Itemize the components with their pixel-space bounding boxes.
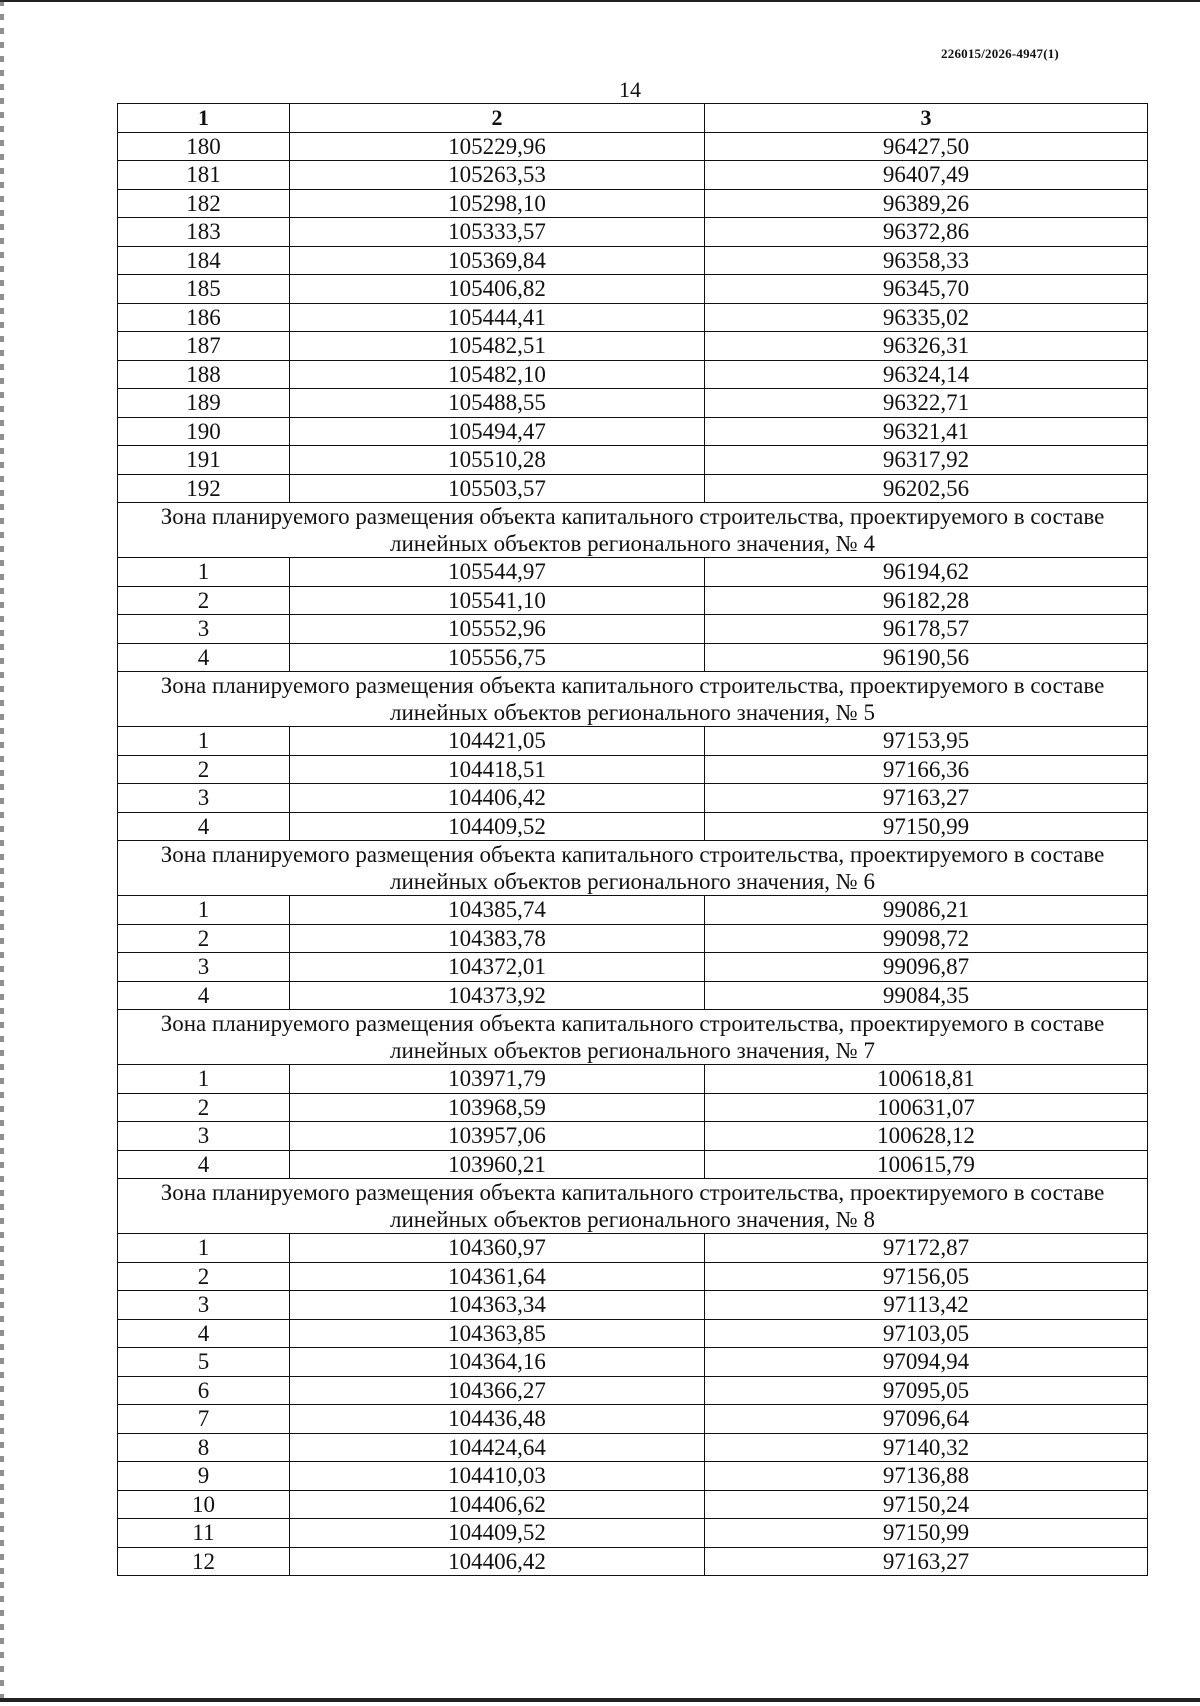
table-row	[118, 303, 1148, 332]
x-coordinate-cell: 105552,96	[290, 615, 705, 644]
y-coordinate-cell: 99084,35	[705, 981, 1148, 1010]
x-coordinate-cell: 105298,10	[290, 189, 705, 218]
x-coordinate-cell: 104409,52	[290, 812, 705, 841]
y-coordinate-cell: 96190,56	[705, 643, 1148, 672]
page-number: 14	[619, 77, 641, 102]
table-row	[118, 1433, 1148, 1462]
point-number-cell: 1	[118, 727, 290, 756]
table-row	[118, 218, 1148, 247]
y-coordinate-cell: 96335,02	[705, 303, 1148, 332]
table-row	[118, 417, 1148, 446]
table-row	[118, 1262, 1148, 1291]
table-row	[118, 812, 1148, 841]
table-row	[118, 784, 1148, 813]
x-coordinate-cell: 103957,06	[290, 1122, 705, 1151]
table-row	[118, 1490, 1148, 1519]
point-number-cell: 182	[118, 189, 290, 218]
y-coordinate-cell: 97150,24	[705, 1490, 1148, 1519]
zone-title: Зона планируемого размещения объекта капитального строительства, проектируемого в составе линейных объектов регионального значения, № 6	[118, 841, 1148, 896]
zone-title-row	[118, 503, 1148, 558]
point-number-cell: 3	[118, 1122, 290, 1151]
table-row	[118, 275, 1148, 304]
point-number-cell: 190	[118, 417, 290, 446]
y-coordinate-cell: 97172,87	[705, 1234, 1148, 1263]
table-row	[118, 1150, 1148, 1179]
y-coordinate-cell: 96389,26	[705, 189, 1148, 218]
point-number-cell: 181	[118, 161, 290, 190]
point-number-cell: 186	[118, 303, 290, 332]
x-coordinate-cell: 103960,21	[290, 1150, 705, 1179]
point-number-cell: 1	[118, 1065, 290, 1094]
table-row	[118, 643, 1148, 672]
point-number-cell: 8	[118, 1433, 290, 1462]
point-number-cell: 4	[118, 1150, 290, 1179]
y-coordinate-cell: 97136,88	[705, 1462, 1148, 1491]
y-coordinate-cell: 97094,94	[705, 1348, 1148, 1377]
table-row	[118, 1348, 1148, 1377]
x-coordinate-cell: 104363,34	[290, 1291, 705, 1320]
point-number-cell: 3	[118, 615, 290, 644]
y-coordinate-cell: 96358,33	[705, 246, 1148, 275]
x-coordinate-cell: 104361,64	[290, 1262, 705, 1291]
x-coordinate-cell: 105503,57	[290, 474, 705, 503]
y-coordinate-cell: 99096,87	[705, 953, 1148, 982]
y-coordinate-cell: 96322,71	[705, 389, 1148, 418]
point-number-cell: 183	[118, 218, 290, 247]
x-coordinate-cell: 105556,75	[290, 643, 705, 672]
point-number-cell: 11	[118, 1519, 290, 1548]
x-coordinate-cell: 105229,96	[290, 132, 705, 161]
point-number-cell: 7	[118, 1405, 290, 1434]
y-coordinate-cell: 97163,27	[705, 784, 1148, 813]
y-coordinate-cell: 100631,07	[705, 1093, 1148, 1122]
x-coordinate-cell: 104424,64	[290, 1433, 705, 1462]
y-coordinate-cell: 97103,05	[705, 1319, 1148, 1348]
point-number-cell: 180	[118, 132, 290, 161]
point-number-cell: 2	[118, 1262, 290, 1291]
y-coordinate-cell: 100628,12	[705, 1122, 1148, 1151]
table-row	[118, 1547, 1148, 1576]
y-coordinate-cell: 96182,28	[705, 586, 1148, 615]
zone-title: Зона планируемого размещения объекта капитального строительства, проектируемого в составе линейных объектов регионального значения, № 8	[118, 1179, 1148, 1234]
x-coordinate-cell: 105541,10	[290, 586, 705, 615]
top-border-line	[0, 0, 1200, 2]
x-coordinate-cell: 104360,97	[290, 1234, 705, 1263]
y-coordinate-cell: 96321,41	[705, 417, 1148, 446]
table-row	[118, 981, 1148, 1010]
y-coordinate-cell: 96372,86	[705, 218, 1148, 247]
point-number-cell: 3	[118, 953, 290, 982]
table-row	[118, 1519, 1148, 1548]
point-number-cell: 188	[118, 360, 290, 389]
zone-title-row	[118, 1179, 1148, 1234]
x-coordinate-cell: 105263,53	[290, 161, 705, 190]
point-number-cell: 4	[118, 812, 290, 841]
table-row	[118, 1093, 1148, 1122]
y-coordinate-cell: 97166,36	[705, 755, 1148, 784]
x-coordinate-cell: 105482,10	[290, 360, 705, 389]
point-number-cell: 6	[118, 1376, 290, 1405]
y-coordinate-cell: 96194,62	[705, 558, 1148, 587]
table-body	[118, 132, 1148, 1576]
x-coordinate-cell: 104406,62	[290, 1490, 705, 1519]
table-header-row	[118, 104, 1148, 133]
table-row	[118, 389, 1148, 418]
table-row	[118, 1319, 1148, 1348]
x-coordinate-cell: 104421,05	[290, 727, 705, 756]
point-number-cell: 1	[118, 558, 290, 587]
point-number-cell: 185	[118, 275, 290, 304]
x-coordinate-cell: 104409,52	[290, 1519, 705, 1548]
point-number-cell: 184	[118, 246, 290, 275]
table-row	[118, 1462, 1148, 1491]
point-number-cell: 187	[118, 332, 290, 361]
y-coordinate-cell: 96427,50	[705, 132, 1148, 161]
table-row	[118, 132, 1148, 161]
x-coordinate-cell: 104410,03	[290, 1462, 705, 1491]
document-registration-number: 226015/2026-4947(1)	[941, 46, 1059, 61]
point-number-cell: 2	[118, 586, 290, 615]
y-coordinate-cell: 100618,81	[705, 1065, 1148, 1094]
x-coordinate-cell: 104383,78	[290, 924, 705, 953]
column-header-point-number: 1	[118, 104, 290, 133]
zone-title: Зона планируемого размещения объекта капитального строительства, проектируемого в составе линейных объектов регионального значения, № 4	[118, 503, 1148, 558]
table-row	[118, 474, 1148, 503]
column-header-y-coordinate: 3	[705, 104, 1148, 133]
x-coordinate-cell: 105406,82	[290, 275, 705, 304]
point-number-cell: 4	[118, 1319, 290, 1348]
x-coordinate-cell: 103971,79	[290, 1065, 705, 1094]
y-coordinate-cell: 96407,49	[705, 161, 1148, 190]
table-row	[118, 1376, 1148, 1405]
table-row	[118, 446, 1148, 475]
y-coordinate-cell: 97153,95	[705, 727, 1148, 756]
table-row	[118, 727, 1148, 756]
table-row	[118, 953, 1148, 982]
zone-title-row	[118, 672, 1148, 727]
table-row	[118, 360, 1148, 389]
zone-title: Зона планируемого размещения объекта капитального строительства, проектируемого в составе линейных объектов регионального значения, № 5	[118, 672, 1148, 727]
x-coordinate-cell: 104406,42	[290, 784, 705, 813]
point-number-cell: 192	[118, 474, 290, 503]
point-number-cell: 3	[118, 1291, 290, 1320]
zone-title-row	[118, 841, 1148, 896]
point-number-cell: 9	[118, 1462, 290, 1491]
table-row	[118, 896, 1148, 925]
y-coordinate-cell: 96326,31	[705, 332, 1148, 361]
x-coordinate-cell: 105444,41	[290, 303, 705, 332]
table-row	[118, 1234, 1148, 1263]
table-row	[118, 586, 1148, 615]
table-row	[118, 755, 1148, 784]
y-coordinate-cell: 97096,64	[705, 1405, 1148, 1434]
x-coordinate-cell: 104406,42	[290, 1547, 705, 1576]
zone-title-row	[118, 1010, 1148, 1065]
y-coordinate-cell: 97150,99	[705, 812, 1148, 841]
y-coordinate-cell: 96345,70	[705, 275, 1148, 304]
point-number-cell: 189	[118, 389, 290, 418]
table-row	[118, 615, 1148, 644]
bottom-border-line	[0, 1698, 1200, 1702]
table-row	[118, 1291, 1148, 1320]
y-coordinate-cell: 97113,42	[705, 1291, 1148, 1320]
table-row	[118, 558, 1148, 587]
x-coordinate-cell: 104418,51	[290, 755, 705, 784]
x-coordinate-cell: 105482,51	[290, 332, 705, 361]
table-row	[118, 161, 1148, 190]
x-coordinate-cell: 104385,74	[290, 896, 705, 925]
point-number-cell: 4	[118, 981, 290, 1010]
y-coordinate-cell: 96178,57	[705, 615, 1148, 644]
point-number-cell: 1	[118, 1234, 290, 1263]
point-number-cell: 12	[118, 1547, 290, 1576]
y-coordinate-cell: 97140,32	[705, 1433, 1148, 1462]
y-coordinate-cell: 97163,27	[705, 1547, 1148, 1576]
x-coordinate-cell: 105544,97	[290, 558, 705, 587]
x-coordinate-cell: 105369,84	[290, 246, 705, 275]
scan-edge-marks	[0, 0, 4, 1706]
x-coordinate-cell: 105494,47	[290, 417, 705, 446]
x-coordinate-cell: 105333,57	[290, 218, 705, 247]
x-coordinate-cell: 104436,48	[290, 1405, 705, 1434]
y-coordinate-cell: 97156,05	[705, 1262, 1148, 1291]
x-coordinate-cell: 104372,01	[290, 953, 705, 982]
y-coordinate-cell: 96317,92	[705, 446, 1148, 475]
table-row	[118, 1122, 1148, 1151]
y-coordinate-cell: 97150,99	[705, 1519, 1148, 1548]
zone-title: Зона планируемого размещения объекта капитального строительства, проектируемого в составе линейных объектов регионального значения, № 7	[118, 1010, 1148, 1065]
point-number-cell: 4	[118, 643, 290, 672]
table-row	[118, 1405, 1148, 1434]
y-coordinate-cell: 97095,05	[705, 1376, 1148, 1405]
x-coordinate-cell: 104366,27	[290, 1376, 705, 1405]
point-number-cell: 10	[118, 1490, 290, 1519]
x-coordinate-cell: 104364,16	[290, 1348, 705, 1377]
table-row	[118, 189, 1148, 218]
table-row	[118, 924, 1148, 953]
x-coordinate-cell: 103968,59	[290, 1093, 705, 1122]
coordinates-table	[117, 103, 1148, 1576]
y-coordinate-cell: 99098,72	[705, 924, 1148, 953]
x-coordinate-cell: 104363,85	[290, 1319, 705, 1348]
column-header-x-coordinate: 2	[290, 104, 705, 133]
table-row	[118, 246, 1148, 275]
point-number-cell: 1	[118, 896, 290, 925]
y-coordinate-cell: 96202,56	[705, 474, 1148, 503]
table-row	[118, 1065, 1148, 1094]
x-coordinate-cell: 104373,92	[290, 981, 705, 1010]
point-number-cell: 2	[118, 755, 290, 784]
point-number-cell: 2	[118, 1093, 290, 1122]
x-coordinate-cell: 105488,55	[290, 389, 705, 418]
y-coordinate-cell: 99086,21	[705, 896, 1148, 925]
point-number-cell: 191	[118, 446, 290, 475]
y-coordinate-cell: 96324,14	[705, 360, 1148, 389]
x-coordinate-cell: 105510,28	[290, 446, 705, 475]
y-coordinate-cell: 100615,79	[705, 1150, 1148, 1179]
table-row	[118, 332, 1148, 361]
point-number-cell: 2	[118, 924, 290, 953]
point-number-cell: 3	[118, 784, 290, 813]
point-number-cell: 5	[118, 1348, 290, 1377]
